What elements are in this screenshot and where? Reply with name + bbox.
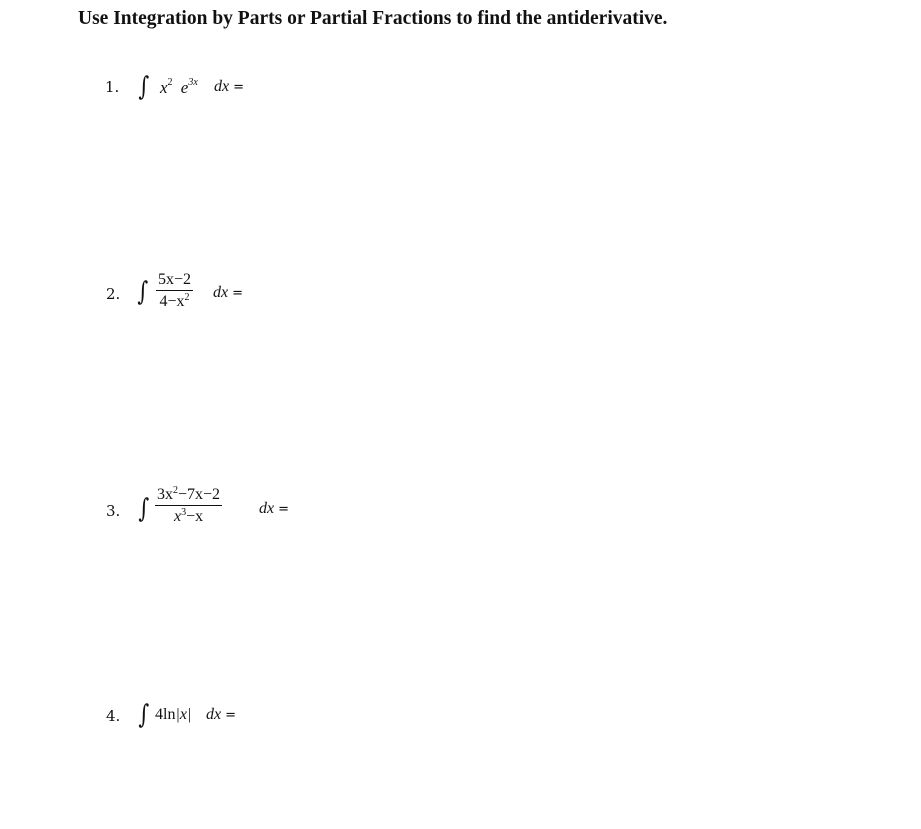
fraction [156,271,193,310]
differential [214,78,244,96]
equals-sign: = [232,286,244,301]
dx-label: dx [214,78,230,95]
problem-number: 3. [106,502,121,520]
fraction-bar [156,290,193,291]
numerator-part: 3x [157,486,173,503]
problem-number: 2. [106,285,121,303]
integrand [160,78,198,98]
differential [206,706,236,724]
differential [259,500,289,518]
problem-number: 1. [105,78,120,96]
dx-label: dx [213,284,229,301]
fraction-numerator: 5x−2 [158,271,192,288]
dx-label: dx [206,706,222,723]
function-name: ln [163,706,176,723]
dx-label: dx [259,500,275,517]
integral-sign: ∫ [138,72,150,102]
integrand-exp-base: e [180,78,189,97]
equals-sign: = [278,502,290,517]
numerator-part: −7x−2 [178,486,221,503]
denominator-exponent: 2 [184,291,190,303]
equals-sign: = [233,80,245,95]
fraction-denominator [155,508,222,526]
integral-sign: ∫ [137,277,149,307]
numerator-exponent: 2 [173,485,178,496]
integrand-exp-exponent: 3x [188,77,198,88]
coefficient: 4 [155,706,163,723]
denominator-part: x [173,507,182,525]
differential [213,284,243,302]
integrand [155,706,191,724]
denominator-part: −x [186,507,204,525]
fraction-bar [155,505,222,506]
denominator-part: 4−x [159,292,185,310]
fraction-numerator [155,486,222,504]
instructions-heading: Use Integration by Parts or Partial Fractions to find the antiderivative. [78,8,668,29]
problem-number: 4. [106,707,121,725]
absolute-value: |x| [175,706,192,723]
integral-sign: ∫ [138,700,150,730]
integrand-base-exponent: 2 [167,77,173,88]
fraction [155,486,222,525]
denominator-exponent: 3 [181,506,187,518]
integral-sign: ∫ [138,494,150,524]
fraction-denominator [156,293,193,311]
integrand-base: x [160,78,168,97]
equals-sign: = [225,708,237,723]
